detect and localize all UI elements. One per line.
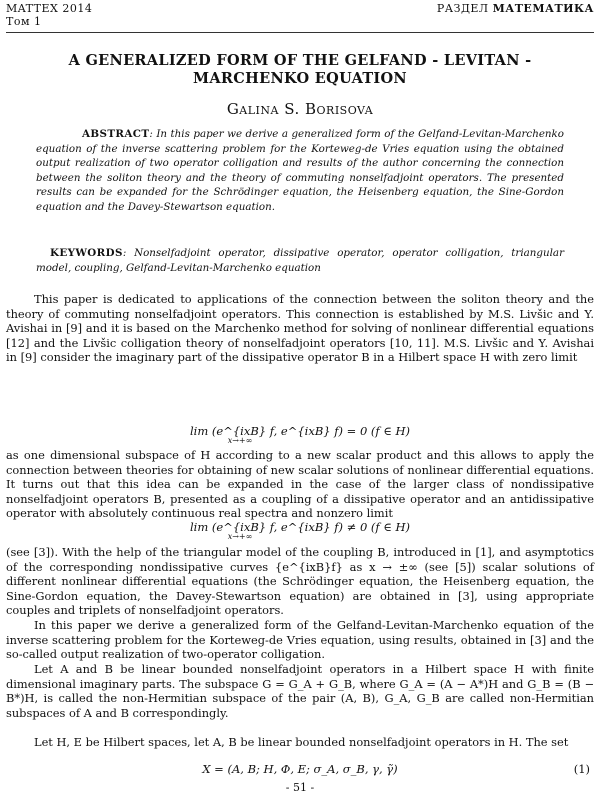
equation-nonzero-limit <box>0 520 600 541</box>
section-label <box>437 2 594 15</box>
volume-label: Том 1 <box>6 15 42 28</box>
abstract <box>36 127 564 215</box>
page-number: - 51 - <box>285 781 315 794</box>
header-left <box>6 2 92 28</box>
equation-zero-limit-body: lim (e^{ixB} f, e^{ixB} f) = 0 (f ∈ H) <box>190 424 410 438</box>
paragraph-triangular-model: (see [3]). With the help of the triangular model of the coupling B, introduced in [1], and asymptotics of the corresponding nondissipative curves {e^{ixB}f} as x → ±∞ (see [5]) scalar solutions of different nonlinear differential equations (the Schrödinger equation, the Heisenberg equation, the Sine-Gordon equation, the Davey-Stewartson equation) are obtained in [3], using appropriate couples and triplets of nonselfadjoint operators. <box>6 545 594 618</box>
paper-title: A GENERALIZED FORM OF THE GELFAND - LEVITAN - MARCHENKO EQUATION <box>68 52 532 87</box>
paragraph-hilbert-spaces: Let H, E be Hilbert spaces, let A, B be linear bounded nonselfadjoint operators in H. The set <box>34 735 569 749</box>
section-name: МАТЕМАТИКА <box>492 2 594 15</box>
equation-zero-limit <box>0 424 600 445</box>
section-prefix: РАЗДЕЛ <box>436 2 489 15</box>
equation-zero-limit-sub: x→+∞ <box>227 436 253 445</box>
keywords-text: : Nonselfadjoint operator, dissipative operator, operator colligation, triangular model, coupling, Gelfand-Levitan-Marchenko equation <box>36 247 564 274</box>
journal-name: MATTEX 2014 <box>6 2 93 15</box>
equation-nonzero-limit-sub: x→+∞ <box>227 532 253 541</box>
equation-colligation: X = (A, B; H, Φ, E; σ_A, σ_B, γ, γ̃) <box>202 762 398 776</box>
paragraph-derivation: In this paper we derive a generalized form of the Gelfand-Levitan-Marchenko equation of the inverse scattering problem for the Korteweg-de Vries equation, using results, obtained in [3] and the so-called output realization of two-operator colligation. <box>6 618 594 662</box>
author-name: Galina S. Borisova <box>226 100 374 118</box>
paragraph-intro: This paper is dedicated to applications of the connection between the soliton theory and the theory of commuting nonselfadjoint operators. This connection is established by M.S. Livšic and Y. Avishai in [9] and it is based on the Marchenko method for solving of nonlinear differential equations [12] and the Livšic colligation theory of nonselfadjoint operators [10, 11]. M.S. Livšic and Y. Avishai in [9] consider the imaginary part of the dissipative operator B in a Hilbert space H with zero limit <box>6 292 594 365</box>
running-header <box>6 0 594 33</box>
equation-number: (1) <box>573 762 590 776</box>
abstract-text: : In this paper we derive a generalized form of the Gelfand-Levitan-Marchenko equation of the inverse scattering problem for the Korteweg-de Vries equation using the obtained output realization of two operator colligation and results of the author concerning the connection between the soliton theory and the theory of commuting nonselfadjoint operators. The presented results can be expanded for the Schrödinger equation, the Heisenberg equation, the Sine-Gordon equation and the Davey-Stewartson equation. <box>36 128 564 213</box>
abstract-label: ABSTRACT <box>82 128 150 140</box>
equation-nonzero-limit-body: lim (e^{ixB} f, e^{ixB} f) ≠ 0 (f ∈ H) <box>190 520 410 534</box>
keywords <box>36 246 564 275</box>
paragraph-operators: Let A and B be linear bounded nonselfadjoint operators in a Hilbert space H with finite dimensional imaginary parts. The subspace G = G_A + G_B, where G_A = (A − A*)H and G_B = (B − B*)H, is called the non-Hermitian subspace of the pair (A, B), G_A, G_B are called non-Hermitian subspaces of A and B correspondingly. <box>6 662 594 720</box>
keywords-label: KEYWORDS <box>50 247 123 259</box>
paragraph-scalar-product: as one dimensional subspace of H according to a new scalar product and this allows to apply the connection between theories for obtaining of new scalar solutions of nonlinear differential equations. It turns out that this idea can be expanded in the case of the larger class of nondissipative nonselfadjoint operators B, presented as a coupling of a dissipative operator and an antidissipative operator with absolutely continuous real spectra and nonzero limit <box>6 448 594 521</box>
